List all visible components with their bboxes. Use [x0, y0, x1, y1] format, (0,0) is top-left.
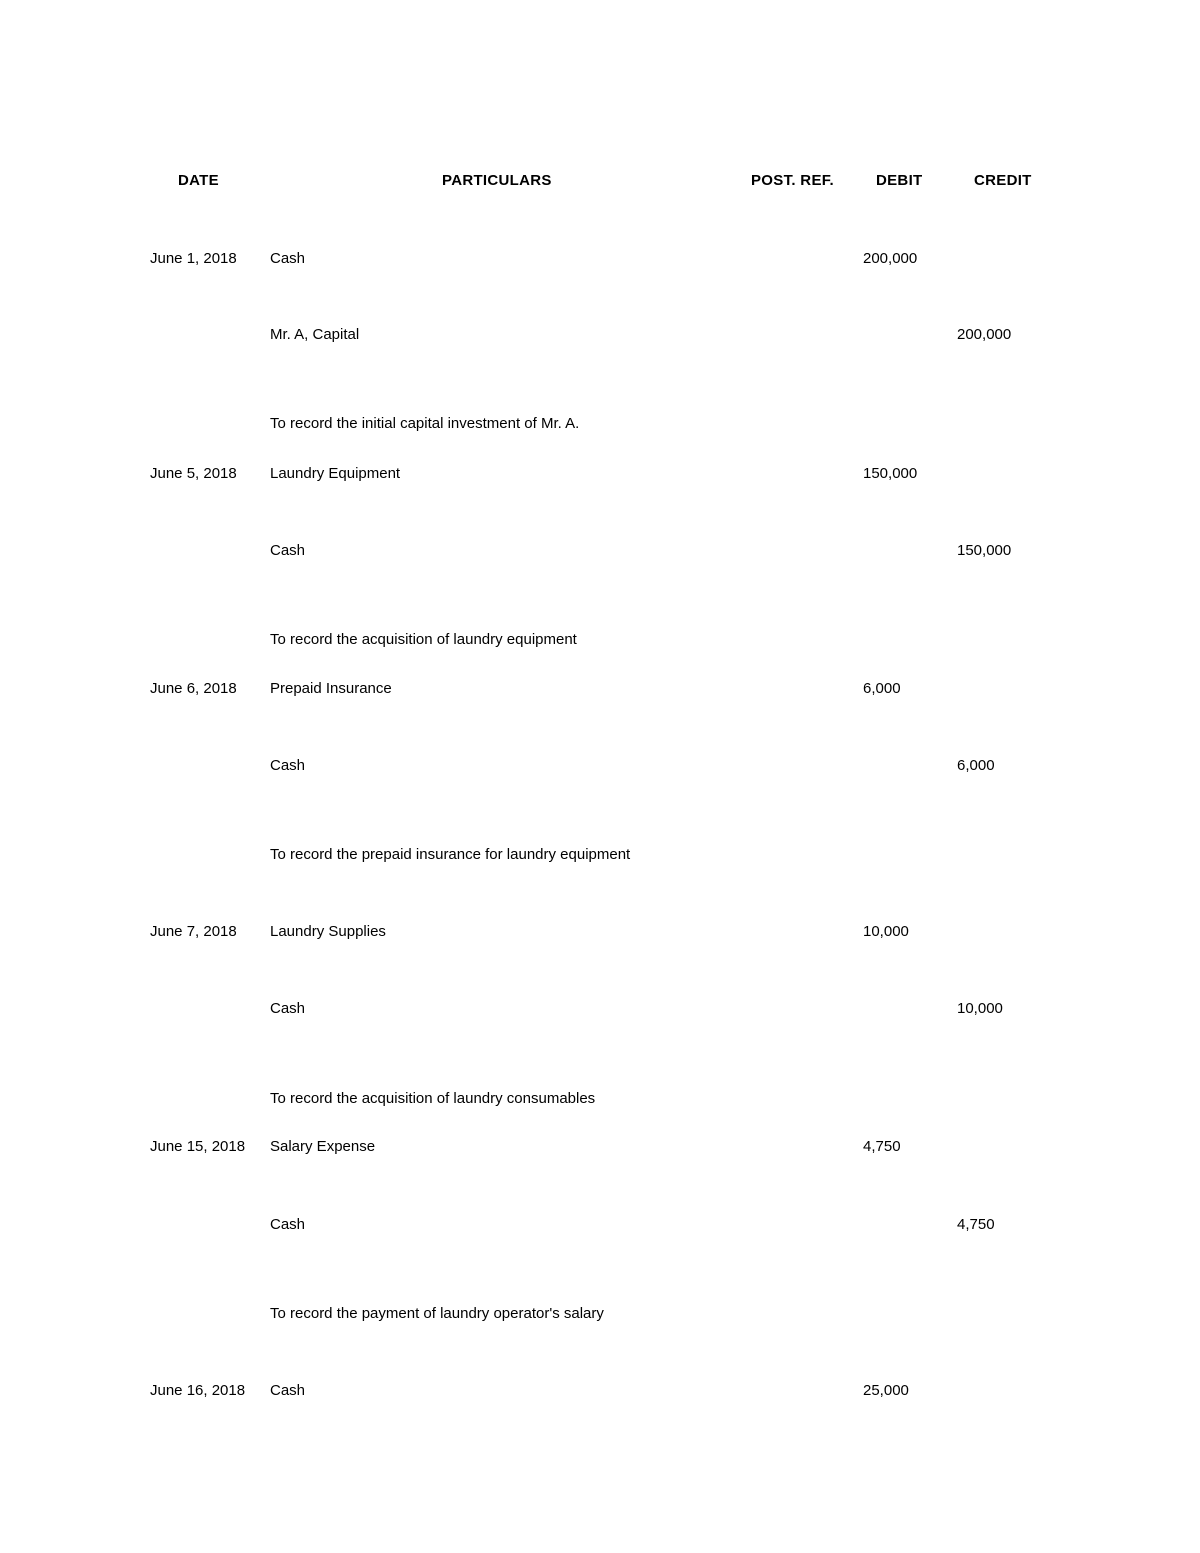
- debit-account: Laundry Equipment: [270, 465, 401, 482]
- entry-date: June 7, 2018: [150, 923, 237, 940]
- credit-account: Cash: [270, 1216, 306, 1233]
- debit-account: Cash: [270, 250, 306, 267]
- debit-amount: 10,000: [863, 923, 909, 940]
- entry-date: June 16, 2018: [150, 1382, 246, 1399]
- debit-account: Laundry Supplies: [270, 923, 386, 940]
- entry-date: June 1, 2018: [150, 250, 237, 267]
- entry-date: June 5, 2018: [150, 465, 237, 482]
- header-particulars: PARTICULARS: [442, 172, 552, 189]
- debit-account: Cash: [270, 1382, 306, 1399]
- debit-amount: 25,000: [863, 1382, 909, 1399]
- credit-account: Cash: [270, 757, 306, 774]
- header-post-ref: POST. REF.: [751, 172, 835, 189]
- header-credit: CREDIT: [974, 172, 1032, 189]
- credit-amount: 4,750: [957, 1216, 995, 1233]
- debit-amount: 4,750: [863, 1138, 901, 1155]
- entry-date: June 6, 2018: [150, 680, 237, 697]
- entry-explanation: To record the acquisition of laundry equipment: [270, 631, 577, 648]
- header-date: DATE: [178, 172, 219, 189]
- header-debit: DEBIT: [876, 172, 923, 189]
- debit-amount: 200,000: [863, 250, 918, 267]
- entry-explanation: To record the prepaid insurance for laundry equipment: [270, 846, 631, 863]
- credit-amount: 150,000: [957, 542, 1012, 559]
- credit-account: Cash: [270, 542, 306, 559]
- debit-amount: 150,000: [863, 465, 918, 482]
- entry-explanation: To record the acquisition of laundry consumables: [270, 1090, 596, 1107]
- credit-account: Cash: [270, 1000, 306, 1017]
- entry-explanation: To record the payment of laundry operator's salary: [270, 1305, 604, 1322]
- entry-date: June 15, 2018: [150, 1138, 246, 1155]
- debit-amount: 6,000: [863, 680, 901, 697]
- credit-amount: 10,000: [957, 1000, 1003, 1017]
- entry-explanation: To record the initial capital investment of Mr. A.: [270, 415, 580, 432]
- debit-account: Prepaid Insurance: [270, 680, 392, 697]
- debit-account: Salary Expense: [270, 1138, 376, 1155]
- credit-account: Mr. A, Capital: [270, 326, 360, 343]
- credit-amount: 200,000: [957, 326, 1012, 343]
- credit-amount: 6,000: [957, 757, 995, 774]
